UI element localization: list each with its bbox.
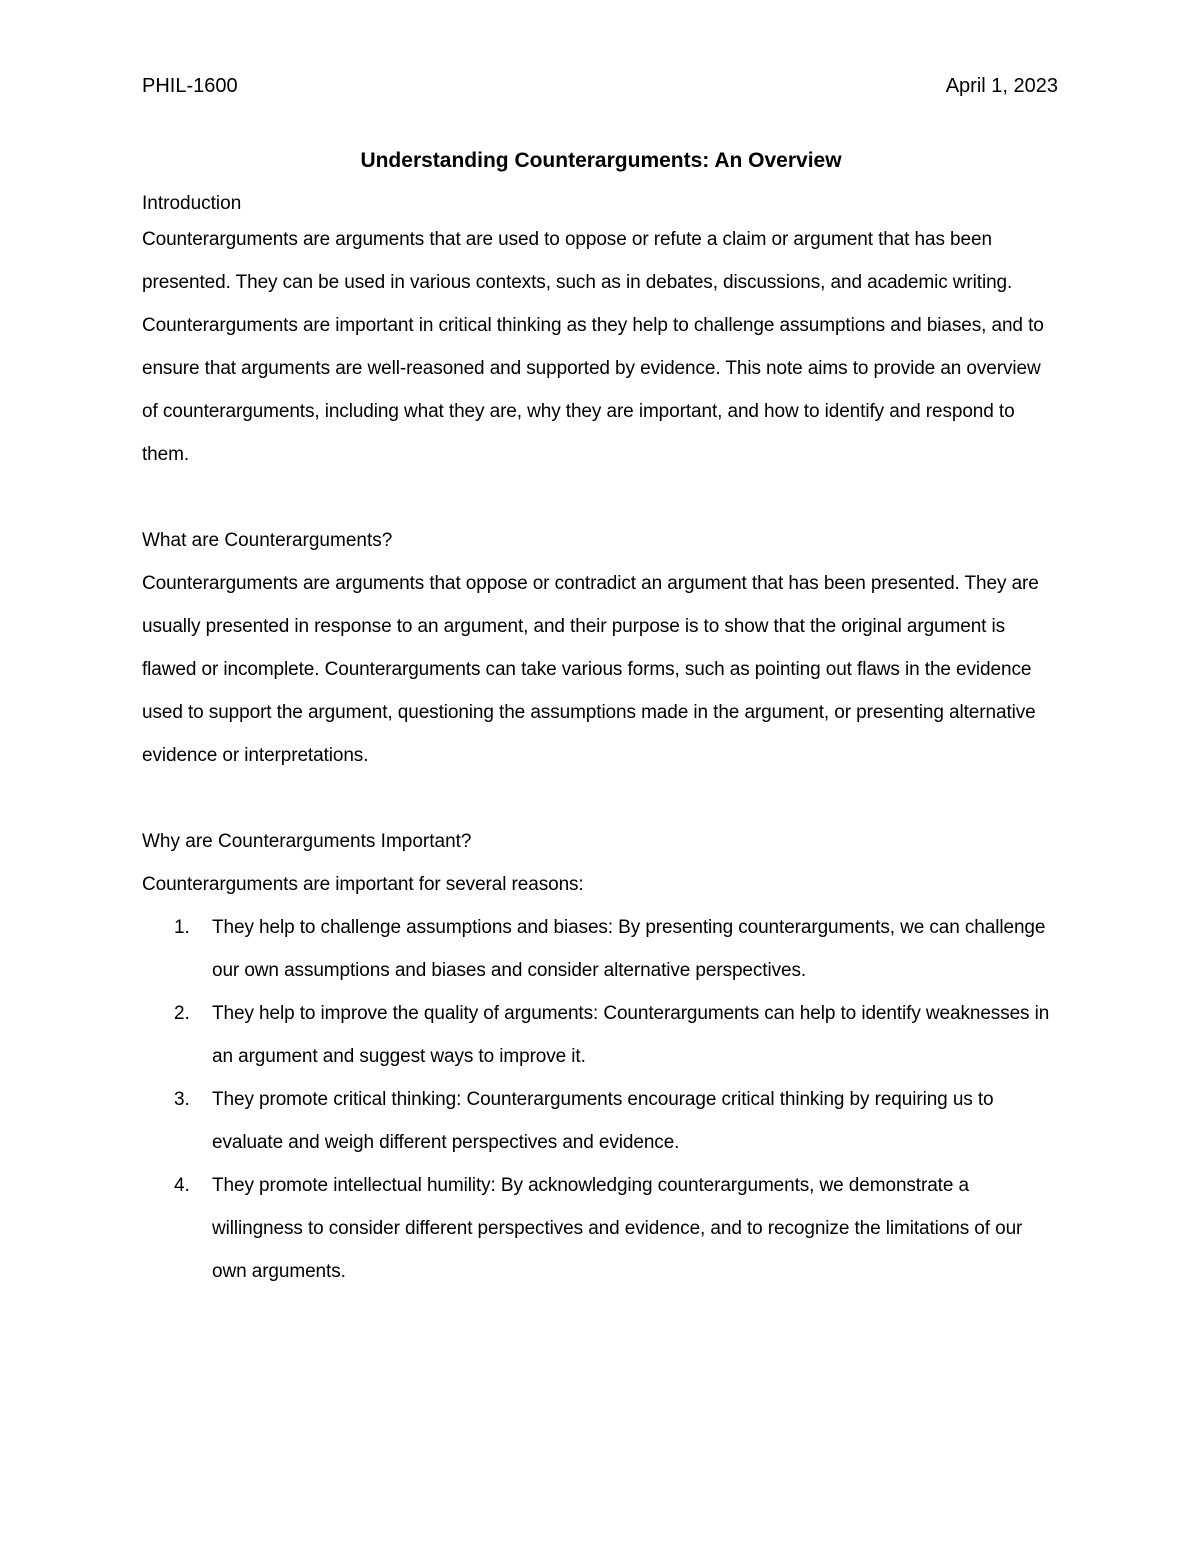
reasons-list <box>142 906 1060 1293</box>
list-number: 1. <box>174 917 190 938</box>
document-body <box>142 145 1060 1293</box>
what-heading: What are Counterarguments? <box>142 530 393 551</box>
list-number: 2. <box>174 1003 190 1024</box>
list-item-text: They help to improve the quality of arguments: Counterarguments can help to identify weaknesses in an argument and suggest ways to improve it. <box>212 1003 1050 1067</box>
course-code: PHIL-1600 <box>142 75 238 97</box>
list-item-text: They help to challenge assumptions and biases: By presenting counterarguments, we can challenge our own assumptions and biases and consider alternative perspectives. <box>212 917 1046 981</box>
list-number: 3. <box>174 1089 190 1110</box>
intro-paragraph: Counterarguments are arguments that are used to oppose or refute a claim or argument that has been presented. They can be used in various contexts, such as in debates, discussions, and academic writing. Counterarguments are important in critical thinking as they help to challenge assumptions and biases, and to ensure that arguments are well-reasoned and supported by evidence. This note aims to provide an overview of counterarguments, including what they are, why they are important, and how to identify and respond to them. <box>142 229 1044 465</box>
why-heading: Why are Counterarguments Important? <box>142 831 472 852</box>
document-title: Understanding Counterarguments: An Overview <box>360 149 842 172</box>
section-spacer <box>142 476 1060 519</box>
what-paragraph: Counterarguments are arguments that oppose or contradict an argument that has been presented. They are usually presented in response to an argument, and their purpose is to show that the original argument is flawed or incomplete. Counterarguments can take various forms, such as pointing out flaws in the evidence used to support the argument, questioning the assumptions made in the argument, or presenting alternative evidence or interpretations. <box>142 573 1039 766</box>
section-spacer <box>142 777 1060 820</box>
list-item-text: They promote intellectual humility: By acknowledging counterarguments, we demonstrate a willingness to consider different perspectives and evidence, and to recognize the limitations of our own arguments. <box>212 1175 1023 1282</box>
list-item <box>142 992 1060 1078</box>
list-item <box>142 906 1060 992</box>
intro-heading: Introduction <box>142 193 242 214</box>
document-date: April 1, 2023 <box>945 75 1058 97</box>
list-item <box>142 1164 1060 1293</box>
list-number: 4. <box>174 1175 190 1196</box>
list-item <box>142 1078 1060 1164</box>
why-lead: Counterarguments are important for several reasons: <box>142 874 584 895</box>
list-item-text: They promote critical thinking: Counterarguments encourage critical thinking by requiring us to evaluate and weigh different perspectives and evidence. <box>212 1089 994 1153</box>
